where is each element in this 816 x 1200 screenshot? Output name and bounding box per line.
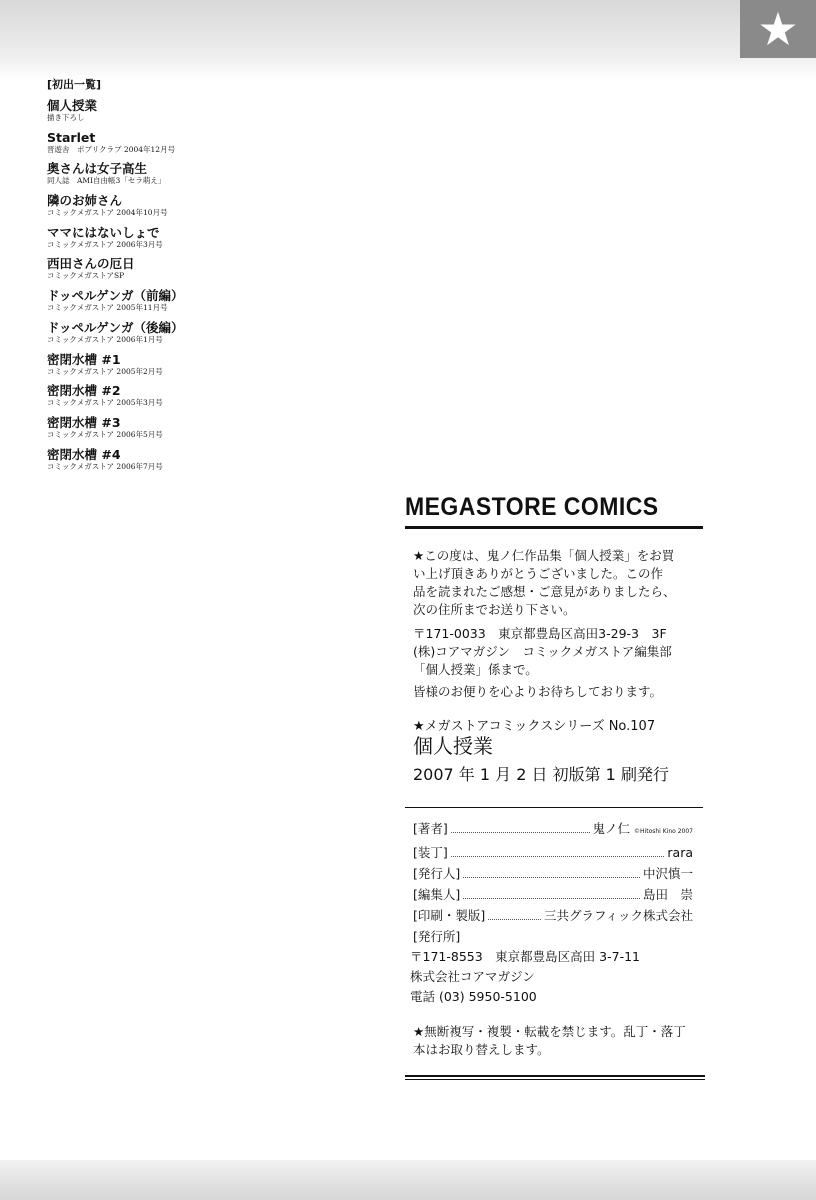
credit-row [413,905,693,926]
publisher-address: 〒171-8553 東京都豊島区高田 3-7-11 [410,949,640,964]
list-heading: [初出一覧] [47,78,102,91]
work-source: 同人誌 AMI自由帳3「セラ萌え」 [47,176,166,186]
message-line: ★この度は、鬼ノ仁作品集「個人授業」をお買 [413,548,675,563]
credit-value: rara [667,845,693,860]
work-title: 奥さんは女子高生 [47,161,148,177]
work-title: 個人授業 [47,98,98,113]
work-title: ママにはないしょで [47,224,160,240]
credit-label: [発行人] [413,866,461,881]
credit-value: 鬼ノ仁 [592,821,631,836]
message-line: 品を読まれたご感想・ご意見がありましたら、 [413,584,676,599]
message [413,547,705,619]
credit-row [413,818,693,842]
credit-value: 島田 崇 [642,887,693,902]
work-title: 密閉水槽 #1 [47,351,121,367]
book-title: 個人授業 [413,734,493,758]
credits [413,818,693,926]
list-item [47,98,184,130]
list-item [47,352,184,384]
series-number: ★メガストアコミックスシリーズ No.107 [413,719,656,734]
publisher-label: [発行所] [413,929,461,944]
list-item [47,415,184,447]
dot-leader [451,822,590,833]
double-divider [405,1075,705,1080]
work-title: 隣のお姉さん [47,193,123,209]
copyright-note: ©Hitoshi Kino 2007 [634,828,693,835]
address-line: (株)コアマガジン コミックメガストア編集部 [413,644,672,659]
credit-label: [印刷・製版] [413,908,486,923]
top-gray-band [0,0,816,80]
brand-logo: MEGASTORE COMICS [405,493,659,521]
work-title: 密閉水槽 #2 [47,383,121,399]
work-source: コミックメガストア 2005年11月号 [47,303,168,313]
credit-value: 中沢慎一 [642,866,693,881]
publisher-phone: 電話 (03) 5950-5100 [410,989,537,1004]
credit-row [413,863,693,884]
divider [405,807,703,808]
notice [413,1023,705,1059]
publisher-name: 株式会社コアマガジン [410,969,535,984]
divider [405,526,703,529]
credit-label: [装丁] [413,845,448,860]
list-item [47,225,184,257]
publication-date: 2007 年 1 月 2 日 初版第 1 刷発行 [413,765,669,784]
bottom-gray-band [0,1160,816,1200]
work-title: ドッペルゲンガ（後編） [47,319,184,335]
list-item [47,130,184,162]
address [413,625,705,701]
work-source: コミックメガストア 2006年1月号 [47,334,163,344]
message-line: 次の住所までお送り下さい。 [413,602,576,617]
work-title: Starlet [47,129,96,145]
work-source: 描き下ろし [47,113,85,122]
list-item [47,288,184,320]
work-title: 密閉水槽 #3 [47,414,121,430]
work-source: コミックメガストア 2005年3月号 [47,398,163,408]
work-source: コミックメガストア 2006年3月号 [47,239,163,249]
dot-leader [463,888,640,899]
credit-value: 三共グラフィック株式会社 [543,908,693,923]
notice-line: 本はお取り替えします。 [413,1042,550,1057]
credit-label: [編集人] [413,887,461,902]
list-item [47,256,184,288]
credit-label: [著者] [413,821,448,836]
work-source: コミックメガストア 2006年7月号 [47,461,163,471]
list-item [47,320,184,352]
work-source: 晋遊舎 ポプリクラブ 2004年12月号 [47,144,176,154]
work-source: コミックメガストアSP [47,271,125,281]
work-title: 密閉水槽 #4 [47,446,121,462]
list-item [47,193,184,225]
colophon [405,493,705,1080]
credit-row [413,842,693,863]
work-source: コミックメガストア 2005年2月号 [47,366,163,376]
work-title: ドッペルゲンガ（前編） [47,288,184,304]
dot-leader [451,846,665,857]
dot-leader [488,909,541,920]
closing-line: 皆様のお便りを心よりお待ちしております。 [413,684,663,699]
publisher-info [410,947,690,1007]
address-line: 〒171-0033 東京都豊島区高田3-29-3 3F [413,626,667,641]
address-line: 「個人授業」係まで。 [413,662,538,677]
work-source: コミックメガストア 2006年5月号 [47,429,163,439]
star-icon: ★ [740,0,816,58]
work-title: 西田さんの厄日 [47,256,135,272]
credit-row [413,884,693,905]
list-item [47,447,184,479]
work-source: コミックメガストア 2004年10月号 [47,208,168,218]
list-item [47,161,184,193]
list-item [47,383,184,415]
notice-line: ★無断複写・複製・転載を禁じます。乱丁・落丁 [413,1024,686,1039]
message-line: い上げ頂きありがとうございました。この作 [413,566,664,581]
dot-leader [463,867,640,878]
first-appearance-list [47,76,184,478]
